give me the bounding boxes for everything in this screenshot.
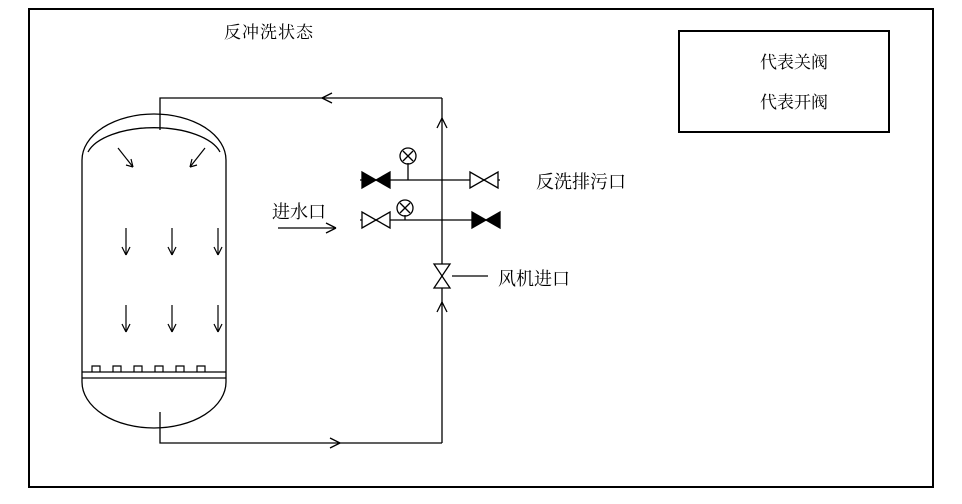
diagram-title: 反冲洗状态 bbox=[224, 23, 314, 42]
legend-closed-valve-label: 代表关阀 bbox=[760, 53, 828, 72]
butterfly-valve-icon bbox=[434, 264, 450, 288]
flow-arrow-icon bbox=[118, 148, 222, 332]
open-valve-icon bbox=[362, 212, 390, 228]
open-valve-icon bbox=[470, 172, 498, 188]
label-inlet: 进水口 bbox=[272, 202, 326, 222]
legend-box bbox=[678, 30, 890, 133]
closed-valve-icon bbox=[472, 212, 500, 228]
underdrain-nozzles-icon bbox=[92, 366, 205, 372]
label-backwash-drain: 反洗排污口 bbox=[536, 172, 626, 192]
closed-valve-icon bbox=[362, 172, 390, 188]
label-blower-inlet: 风机进口 bbox=[498, 269, 570, 289]
legend-open-valve-label: 代表开阀 bbox=[760, 93, 828, 112]
filter-vessel-icon bbox=[82, 114, 226, 428]
